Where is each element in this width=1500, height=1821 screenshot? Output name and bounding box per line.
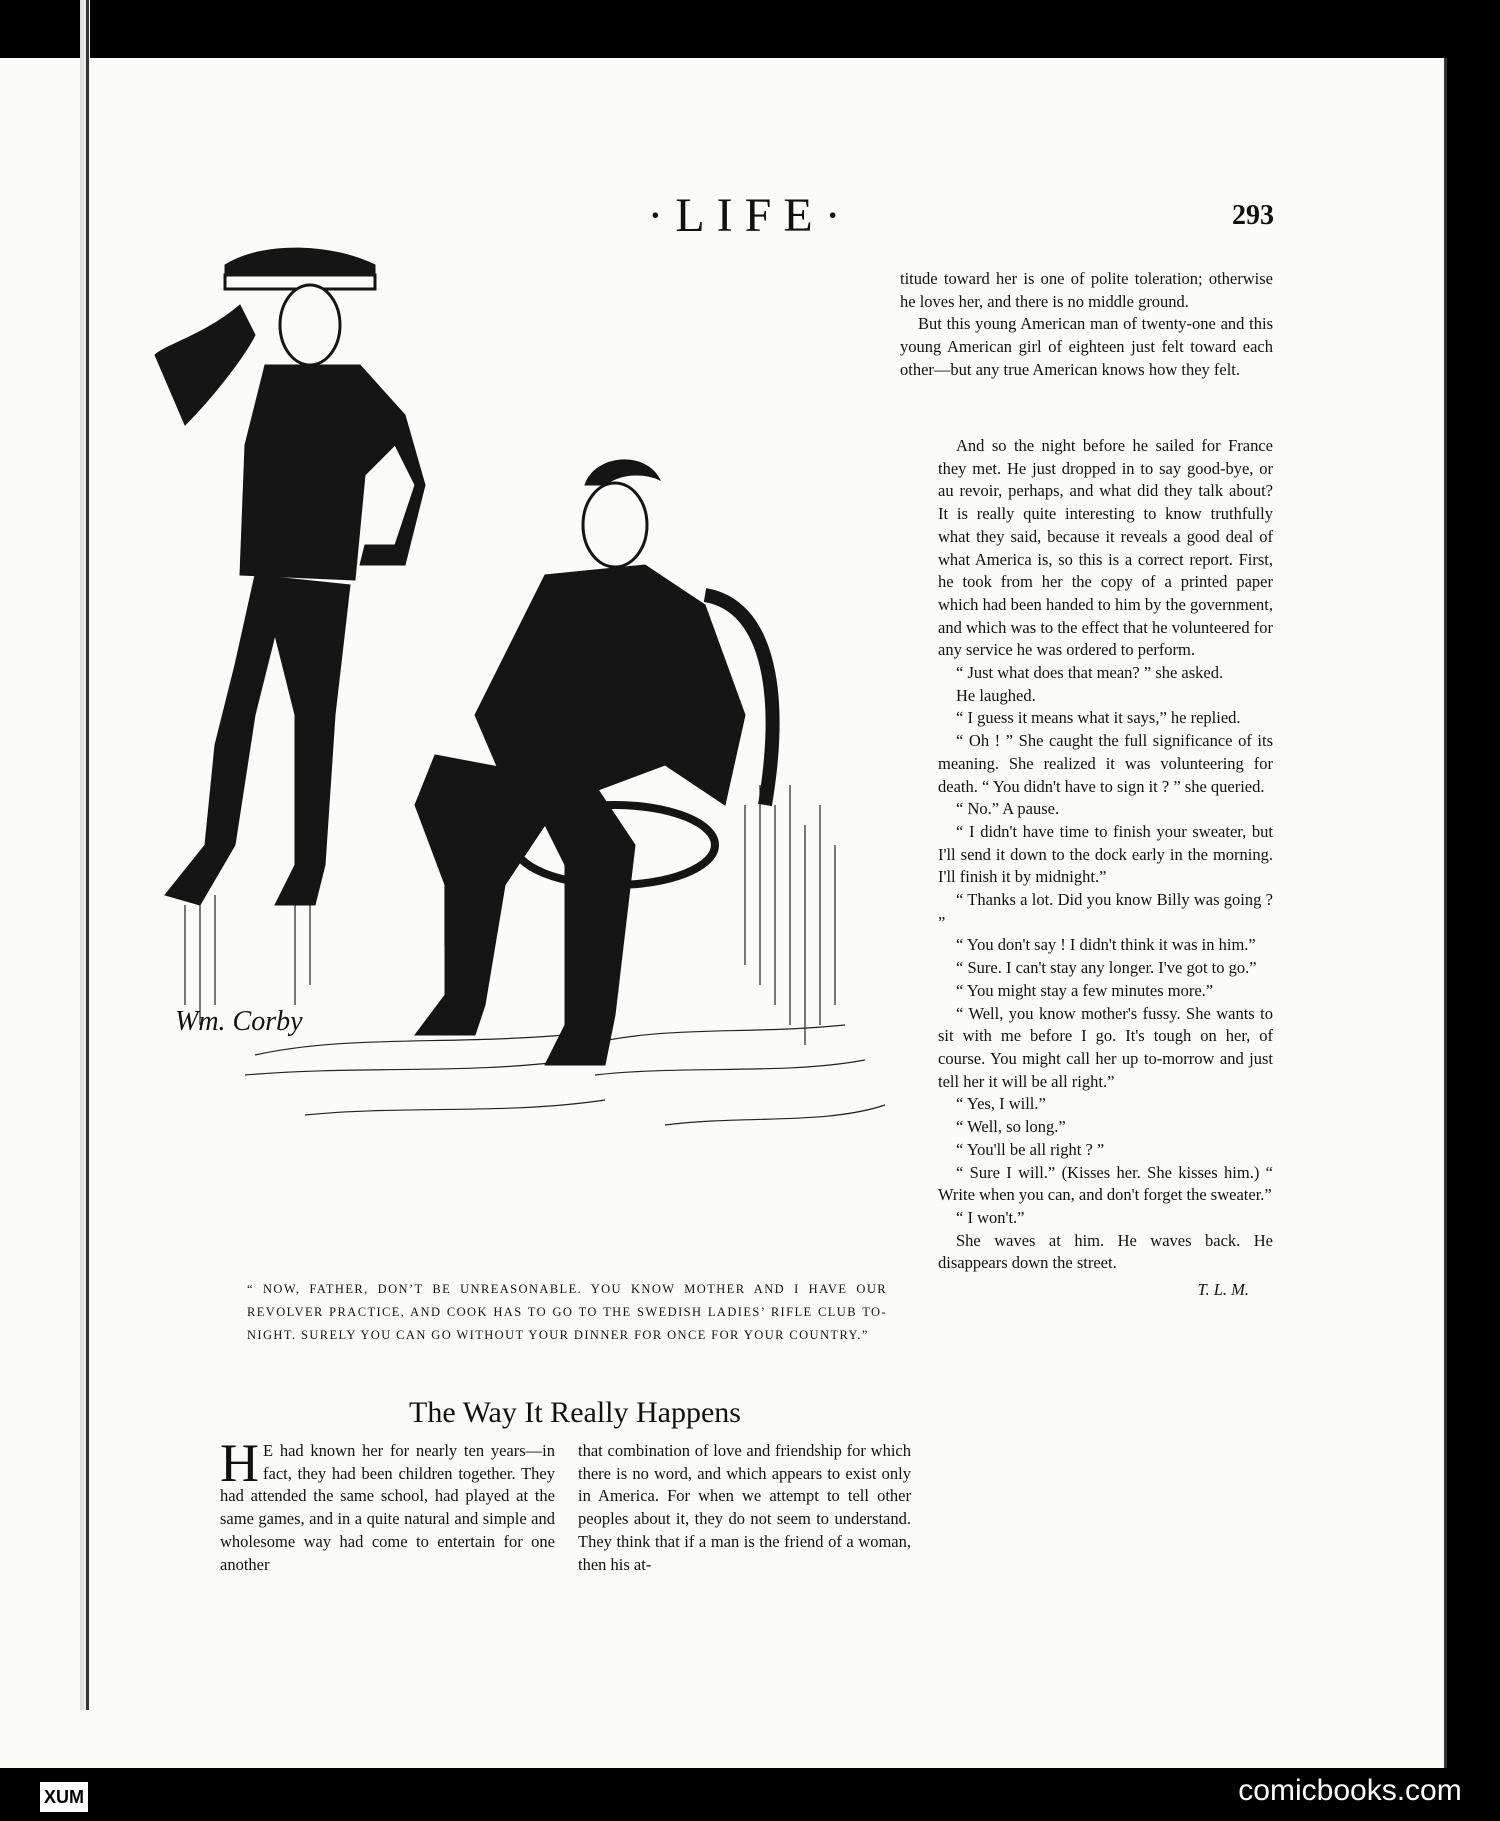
paragraph: “ Sure I will.” (Kisses her. She kisses him.) “ Write when you can, and don't forget the sweater.” [938,1162,1273,1205]
seated-father [415,460,773,1065]
paragraph: She waves at him. He waves back. He disappears down the street. [938,1230,1273,1273]
paragraph: “ I didn't have time to finish your sweater, but I'll send it down to the dock early in the morning. I'll finish it by midnight.” [938,821,1273,887]
paragraph: “ You'll be all right ? ” [956,1139,1105,1159]
paragraph: “ I won't.” [956,1207,1025,1227]
article-title: The Way It Really Happens [409,1396,741,1429]
paragraph: “ You might stay a few minutes more.” [956,980,1214,1000]
page-edge [1444,58,1447,1768]
paragraph: And so the night before he sailed for France they met. He just dropped in to say good-bye, or au revoir, perhaps, and what did they talk about? It is really quite interesting to know truthfully what they said, because it reveals a good deal of what America is, so this is a correct report. First, he took from her the copy of a printed paper which had been handed to him by the government, and which was to the effect that he volunteered for any service he was ordered to perform. [938,436,1273,660]
paragraph: “ Oh ! ” She caught the full significance of its meaning. She realized it was volunteering for death. “ You didn't have to sign it ? ” she queried. [938,731,1273,796]
woman-in-uniform [155,248,425,905]
site-watermark: comicbooks.com [1238,1774,1462,1807]
illustration-caption: “ NOW, FATHER, DON’T BE UNREASONABLE. YOU KNOW MOTHER AND I HAVE OUR REVOLVER PRACTICE, AND COOK HAS TO GO TO THE SWEDISH LADIES’ RIFLE CLUB TO-NIGHT. SURELY YOU CAN GO WITHOUT YOUR DINNER FOR ONCE FOR YOUR COUNTRY.” [247,1282,887,1342]
column-text: E had known her for nearly ten years—in fact, they had been children together. They had attended the same school, had played at the same games, and in a quite natural and simple and wholesome way had come to entertain for one another [220,1441,555,1574]
paragraph: titude toward her is one of polite toleration; otherwise he loves her, and there is no middle ground. [900,269,1273,311]
artist-signature: Wm. Corby [175,1006,303,1037]
scan-tag: XUM [40,1782,88,1812]
paragraph: “ Just what does that mean? ” she asked. [956,663,1224,683]
paragraph: “ Thanks a lot. Did you know Billy was going ? ” [938,890,1273,932]
paragraph: “ Yes, I will.” [956,1094,1046,1114]
author-initials: T. L. M. [1197,1280,1249,1300]
cartoon-illustration [145,245,905,1255]
article-column-3-top [900,268,1273,382]
gutter-line [86,0,89,1710]
article-column-2 [578,1440,911,1576]
column-text: that combination of love and friendship for which there is no word, and which appears to exist only in America. For when we attempt to tell other peoples about it, they do not seem to understand. They think that if a man is the friend of a woman, then his at- [578,1441,911,1574]
paragraph: “ You don't say ! I didn't think it was in him.” [956,935,1256,955]
paragraph: “ No.” A pause. [956,799,1060,819]
paragraph: He laughed. [956,685,1036,705]
paragraph: “ Well, so long.” [956,1117,1066,1137]
article-column-3-dialogue [938,435,1273,1302]
page-number: 293 [1232,200,1274,231]
drop-cap: H [220,1433,259,1493]
paragraph: “ I guess it means what it says,” he replied. [956,708,1241,728]
running-head: ·LIFE· [647,189,853,242]
article-column-1 [220,1433,555,1576]
paragraph: “ Sure. I can't stay any longer. I've got to go.” [956,958,1257,978]
paragraph: But this young American man of twenty-one and this young American girl of eighteen just felt toward each other—but any true American knows how they felt. [900,314,1273,379]
paragraph: “ Well, you know mother's fussy. She wants to sit with me before I go. It's tough on her, of course. You might call her up to-morrow and just tell her it will be all right.” [938,1003,1273,1091]
